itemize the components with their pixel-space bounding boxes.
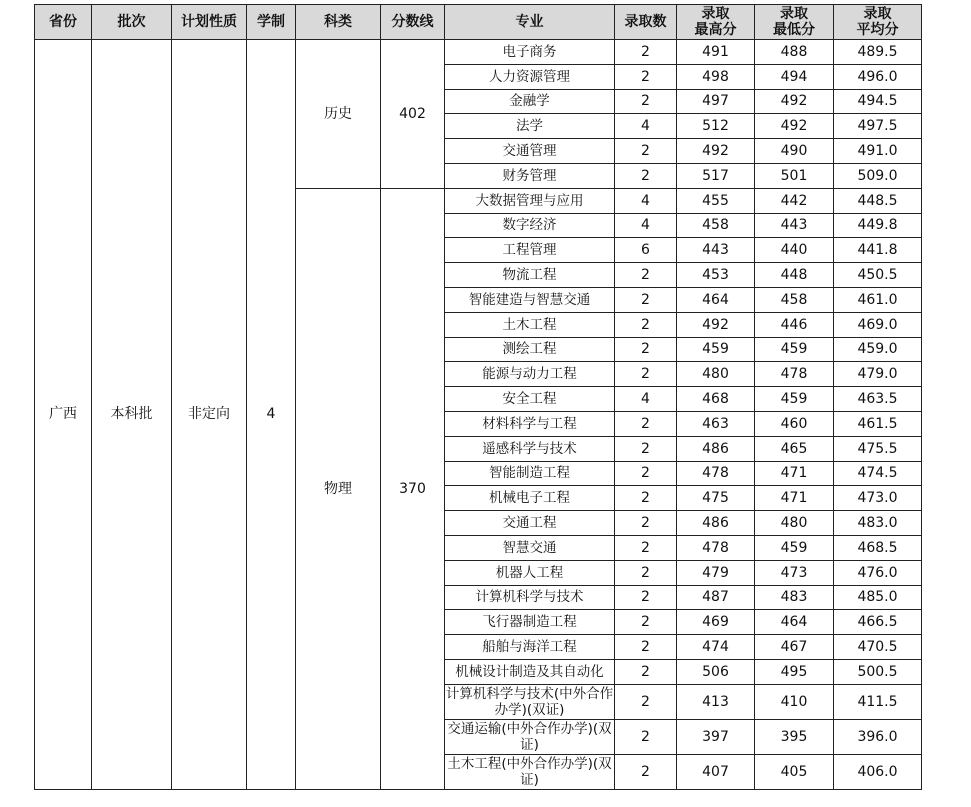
min-score-cell: 440 (755, 238, 834, 263)
max-score-cell: 464 (677, 287, 755, 312)
major-cell: 遥感科学与技术 (445, 436, 615, 461)
max-score-cell: 512 (677, 114, 755, 139)
major-cell: 智能制造工程 (445, 461, 615, 486)
major-cell: 工程管理 (445, 238, 615, 263)
min-score-cell: 471 (755, 461, 834, 486)
major-cell: 机械电子工程 (445, 486, 615, 511)
max-score-cell: 492 (677, 139, 755, 164)
major-cell: 法学 (445, 114, 615, 139)
count-cell: 6 (615, 238, 677, 263)
min-score-cell: 473 (755, 560, 834, 585)
avg-score-cell: 448.5 (834, 188, 922, 213)
min-score-cell: 410 (755, 684, 834, 719)
major-cell: 电子商务 (445, 40, 615, 65)
min-score-cell: 490 (755, 139, 834, 164)
min-score-cell: 483 (755, 585, 834, 610)
max-score-cell: 463 (677, 411, 755, 436)
avg-score-cell: 450.5 (834, 263, 922, 288)
major-cell: 机械设计制造及其自动化 (445, 659, 615, 684)
avg-score-cell: 475.5 (834, 436, 922, 461)
min-score-cell: 492 (755, 89, 834, 114)
header-max-score: 录取 最高分 (677, 5, 755, 40)
batch-cell: 本科批 (92, 40, 172, 790)
header-cutoff: 分数线 (381, 5, 445, 40)
header-plan-type: 计划性质 (172, 5, 247, 40)
avg-score-cell: 459.0 (834, 337, 922, 362)
major-cell: 交通运输(中外合作办学)(双证) (445, 719, 615, 754)
min-score-cell: 495 (755, 659, 834, 684)
avg-score-cell: 469.0 (834, 312, 922, 337)
table-row (35, 40, 922, 65)
max-score-cell: 479 (677, 560, 755, 585)
max-score-cell: 455 (677, 188, 755, 213)
major-cell: 能源与动力工程 (445, 362, 615, 387)
count-cell: 2 (615, 754, 677, 789)
avg-score-cell: 496.0 (834, 64, 922, 89)
count-cell: 2 (615, 89, 677, 114)
major-cell: 计算机科学与技术(中外合作办学)(双证) (445, 685, 614, 718)
min-score-cell: 478 (755, 362, 834, 387)
avg-score-cell: 491.0 (834, 139, 922, 164)
max-score-cell: 397 (677, 719, 755, 754)
count-cell: 2 (615, 535, 677, 560)
header-major: 专业 (445, 5, 615, 40)
min-score-cell: 442 (755, 188, 834, 213)
major-cell: 机器人工程 (445, 560, 615, 585)
cutoff-cell: 370 (381, 188, 445, 789)
avg-score-cell: 466.5 (834, 610, 922, 635)
min-score-cell: 459 (755, 535, 834, 560)
count-cell: 4 (615, 188, 677, 213)
subject-cell: 物理 (296, 188, 381, 789)
count-cell: 2 (615, 585, 677, 610)
major-cell: 财务管理 (445, 163, 615, 188)
count-cell: 2 (615, 610, 677, 635)
min-score-cell: 494 (755, 64, 834, 89)
major-cell: 交通工程 (445, 511, 615, 536)
count-cell: 4 (615, 213, 677, 238)
count-cell: 2 (615, 64, 677, 89)
major-cell: 智能建造与智慧交通 (445, 287, 615, 312)
min-score-cell: 501 (755, 163, 834, 188)
subject-cell: 历史 (296, 40, 381, 189)
min-score-cell: 460 (755, 411, 834, 436)
admission-table (34, 4, 922, 790)
avg-score-cell: 485.0 (834, 585, 922, 610)
header-province: 省份 (35, 5, 92, 40)
count-cell: 2 (615, 486, 677, 511)
avg-score-cell: 468.5 (834, 535, 922, 560)
header-years: 学制 (247, 5, 296, 40)
max-score-cell: 453 (677, 263, 755, 288)
max-score-cell: 480 (677, 362, 755, 387)
max-score-cell: 497 (677, 89, 755, 114)
max-score-cell: 491 (677, 40, 755, 65)
count-cell: 2 (615, 263, 677, 288)
major-cell: 测绘工程 (445, 337, 615, 362)
avg-score-cell: 479.0 (834, 362, 922, 387)
plan-type-cell: 非定向 (172, 40, 247, 790)
min-score-cell: 465 (755, 436, 834, 461)
min-score-cell: 471 (755, 486, 834, 511)
count-cell: 2 (615, 312, 677, 337)
cutoff-cell: 402 (381, 40, 445, 189)
avg-score-cell: 483.0 (834, 511, 922, 536)
min-score-cell: 459 (755, 337, 834, 362)
avg-score-cell: 461.5 (834, 411, 922, 436)
max-score-cell: 478 (677, 461, 755, 486)
avg-score-cell: 500.5 (834, 659, 922, 684)
min-score-cell: 467 (755, 635, 834, 660)
admission-table-container (34, 4, 922, 790)
max-score-cell: 474 (677, 635, 755, 660)
province-cell: 广西 (35, 40, 92, 790)
max-score-cell: 413 (677, 684, 755, 719)
count-cell: 2 (615, 337, 677, 362)
major-cell: 大数据管理与应用 (445, 188, 615, 213)
min-score-cell: 395 (755, 719, 834, 754)
avg-score-cell: 441.8 (834, 238, 922, 263)
avg-score-cell: 497.5 (834, 114, 922, 139)
avg-score-cell: 476.0 (834, 560, 922, 585)
count-cell: 2 (615, 659, 677, 684)
max-score-cell: 486 (677, 436, 755, 461)
major-cell: 土木工程(中外合作办学)(双证) (445, 754, 615, 789)
min-score-cell: 443 (755, 213, 834, 238)
min-score-cell: 464 (755, 610, 834, 635)
years-cell: 4 (247, 40, 296, 790)
major-cell: 金融学 (445, 89, 615, 114)
max-score-cell: 469 (677, 610, 755, 635)
count-cell: 4 (615, 114, 677, 139)
max-score-cell: 468 (677, 387, 755, 412)
header-min-score: 录取 最低分 (755, 5, 834, 40)
count-cell: 2 (615, 635, 677, 660)
count-cell: 2 (615, 511, 677, 536)
count-cell: 2 (615, 40, 677, 65)
major-cell: 人力资源管理 (445, 64, 615, 89)
major-cell: 飞行器制造工程 (445, 610, 615, 635)
avg-score-cell: 509.0 (834, 163, 922, 188)
header-avg-score: 录取 平均分 (834, 5, 922, 40)
min-score-cell: 480 (755, 511, 834, 536)
major-cell: 智慧交通 (445, 535, 615, 560)
header-row (35, 5, 922, 40)
major-cell: 土木工程 (445, 312, 615, 337)
max-score-cell: 475 (677, 486, 755, 511)
avg-score-cell: 473.0 (834, 486, 922, 511)
avg-score-cell: 470.5 (834, 635, 922, 660)
min-score-cell: 492 (755, 114, 834, 139)
count-cell: 2 (615, 163, 677, 188)
min-score-cell: 458 (755, 287, 834, 312)
table-body (35, 40, 922, 790)
min-score-cell: 459 (755, 387, 834, 412)
count-cell: 2 (615, 684, 677, 719)
min-score-cell: 446 (755, 312, 834, 337)
header-subject: 科类 (296, 5, 381, 40)
major-cell: 材料科学与工程 (445, 411, 615, 436)
major-cell: 交通管理 (445, 139, 615, 164)
avg-score-cell: 489.5 (834, 40, 922, 65)
max-score-cell: 517 (677, 163, 755, 188)
major-cell: 物流工程 (445, 263, 615, 288)
count-cell: 2 (615, 362, 677, 387)
major-cell: 船舶与海洋工程 (445, 635, 615, 660)
count-cell: 2 (615, 287, 677, 312)
max-score-cell: 407 (677, 754, 755, 789)
avg-score-cell: 494.5 (834, 89, 922, 114)
major-cell: 数字经济 (445, 213, 615, 238)
count-cell: 2 (615, 139, 677, 164)
avg-score-cell: 411.5 (834, 684, 922, 719)
max-score-cell: 443 (677, 238, 755, 263)
avg-score-cell: 396.0 (834, 719, 922, 754)
avg-score-cell: 474.5 (834, 461, 922, 486)
count-cell: 2 (615, 461, 677, 486)
count-cell: 2 (615, 411, 677, 436)
count-cell: 2 (615, 719, 677, 754)
max-score-cell: 492 (677, 312, 755, 337)
max-score-cell: 498 (677, 64, 755, 89)
min-score-cell: 488 (755, 40, 834, 65)
header-count: 录取数 (615, 5, 677, 40)
count-cell: 2 (615, 436, 677, 461)
major-cell: 计算机科学与技术 (445, 585, 615, 610)
max-score-cell: 506 (677, 659, 755, 684)
max-score-cell: 486 (677, 511, 755, 536)
count-cell: 2 (615, 560, 677, 585)
max-score-cell: 458 (677, 213, 755, 238)
major-cell: 安全工程 (445, 387, 615, 412)
min-score-cell: 448 (755, 263, 834, 288)
avg-score-cell: 463.5 (834, 387, 922, 412)
avg-score-cell: 406.0 (834, 754, 922, 789)
max-score-cell: 487 (677, 585, 755, 610)
max-score-cell: 478 (677, 535, 755, 560)
avg-score-cell: 461.0 (834, 287, 922, 312)
min-score-cell: 405 (755, 754, 834, 789)
max-score-cell: 459 (677, 337, 755, 362)
header-batch: 批次 (92, 5, 172, 40)
avg-score-cell: 449.8 (834, 213, 922, 238)
count-cell: 4 (615, 387, 677, 412)
